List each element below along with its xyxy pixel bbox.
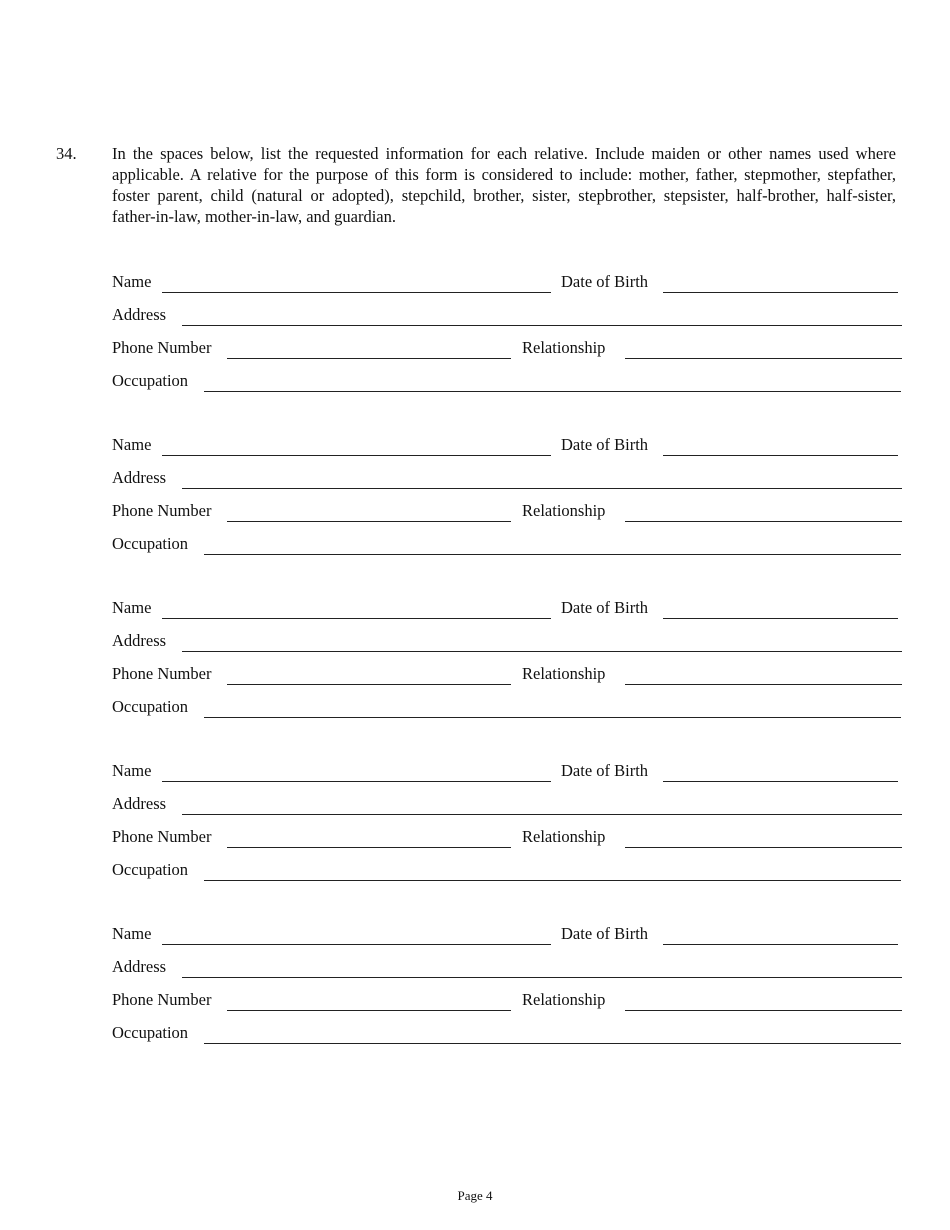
address-label: Address <box>112 305 167 324</box>
name-label: Name <box>112 435 152 454</box>
name-field[interactable] <box>162 944 551 945</box>
relative-row <box>0 466 950 492</box>
address-field[interactable] <box>182 325 902 326</box>
phone-number-field[interactable] <box>227 521 511 522</box>
phone-number-field[interactable] <box>227 1010 511 1011</box>
occupation-field[interactable] <box>204 1043 901 1044</box>
relationship-label: Relationship <box>522 501 606 520</box>
phone-number-label: Phone Number <box>112 827 212 846</box>
address-field[interactable] <box>182 977 902 978</box>
date-of-birth-field[interactable] <box>663 292 898 293</box>
phone-number-field[interactable] <box>227 684 511 685</box>
name-field[interactable] <box>162 618 551 619</box>
page-number: Page 4 <box>457 1188 493 1203</box>
phone-number-field[interactable] <box>227 358 511 359</box>
date-of-birth-field[interactable] <box>663 618 898 619</box>
relative-row <box>0 988 950 1014</box>
date-of-birth-field[interactable] <box>663 781 898 782</box>
relative-block <box>0 270 950 433</box>
relationship-field[interactable] <box>625 358 902 359</box>
phone-number-label: Phone Number <box>112 338 212 357</box>
relative-block <box>0 759 950 922</box>
occupation-label: Occupation <box>112 534 189 553</box>
relative-row <box>0 629 950 655</box>
relationship-label: Relationship <box>522 664 606 683</box>
relationship-field[interactable] <box>625 1010 902 1011</box>
date-of-birth-label: Date of Birth <box>561 272 649 291</box>
address-field[interactable] <box>182 814 902 815</box>
date-of-birth-label: Date of Birth <box>561 761 649 780</box>
phone-number-label: Phone Number <box>112 990 212 1009</box>
occupation-field[interactable] <box>204 391 901 392</box>
date-of-birth-label: Date of Birth <box>561 598 649 617</box>
relative-row <box>0 336 950 362</box>
name-label: Name <box>112 598 152 617</box>
date-of-birth-field[interactable] <box>663 944 898 945</box>
relationship-field[interactable] <box>625 684 902 685</box>
name-label: Name <box>112 272 152 291</box>
date-of-birth-label: Date of Birth <box>561 435 649 454</box>
occupation-label: Occupation <box>112 371 189 390</box>
relative-row <box>0 825 950 851</box>
relative-row <box>0 499 950 525</box>
question-number: 34. <box>56 144 77 163</box>
occupation-label: Occupation <box>112 860 189 879</box>
relationship-label: Relationship <box>522 338 606 357</box>
name-field[interactable] <box>162 292 551 293</box>
relative-row <box>0 369 950 395</box>
relationship-label: Relationship <box>522 990 606 1009</box>
address-label: Address <box>112 957 167 976</box>
relative-row <box>0 532 950 558</box>
occupation-field[interactable] <box>204 880 901 881</box>
address-field[interactable] <box>182 651 902 652</box>
date-of-birth-field[interactable] <box>663 455 898 456</box>
phone-number-label: Phone Number <box>112 501 212 520</box>
relative-block <box>0 596 950 759</box>
address-label: Address <box>112 794 167 813</box>
relative-row <box>0 759 950 785</box>
relative-row <box>0 1021 950 1047</box>
relative-row <box>0 922 950 948</box>
name-label: Name <box>112 924 152 943</box>
relative-row <box>0 303 950 329</box>
address-field[interactable] <box>182 488 902 489</box>
relationship-field[interactable] <box>625 847 902 848</box>
relative-row <box>0 433 950 459</box>
address-label: Address <box>112 631 167 650</box>
date-of-birth-label: Date of Birth <box>561 924 649 943</box>
occupation-field[interactable] <box>204 554 901 555</box>
question-instructions: In the spaces below, list the requested information for each relative. Include maiden or other names used where applicable. A relative for the purpose of this form is considered to include: mother, father, stepmother, stepfather, foster parent, child (natural or adopted), stepchild, brother, sister, stepbrother, stepsister, half-brother, half-sister, father-in-law, mother-in-law, and guardian. <box>112 144 896 226</box>
relative-row <box>0 662 950 688</box>
name-field[interactable] <box>162 781 551 782</box>
relative-row <box>0 955 950 981</box>
relative-block <box>0 433 950 596</box>
name-label: Name <box>112 761 152 780</box>
relatives-list <box>0 270 950 1085</box>
name-field[interactable] <box>162 455 551 456</box>
relative-row <box>0 792 950 818</box>
relative-row <box>0 270 950 296</box>
address-label: Address <box>112 468 167 487</box>
relative-block <box>0 922 950 1085</box>
relationship-label: Relationship <box>522 827 606 846</box>
occupation-label: Occupation <box>112 1023 189 1042</box>
occupation-field[interactable] <box>204 717 901 718</box>
occupation-label: Occupation <box>112 697 189 716</box>
relationship-field[interactable] <box>625 521 902 522</box>
relative-row <box>0 858 950 884</box>
phone-number-label: Phone Number <box>112 664 212 683</box>
phone-number-field[interactable] <box>227 847 511 848</box>
relative-row <box>0 695 950 721</box>
relative-row <box>0 596 950 622</box>
